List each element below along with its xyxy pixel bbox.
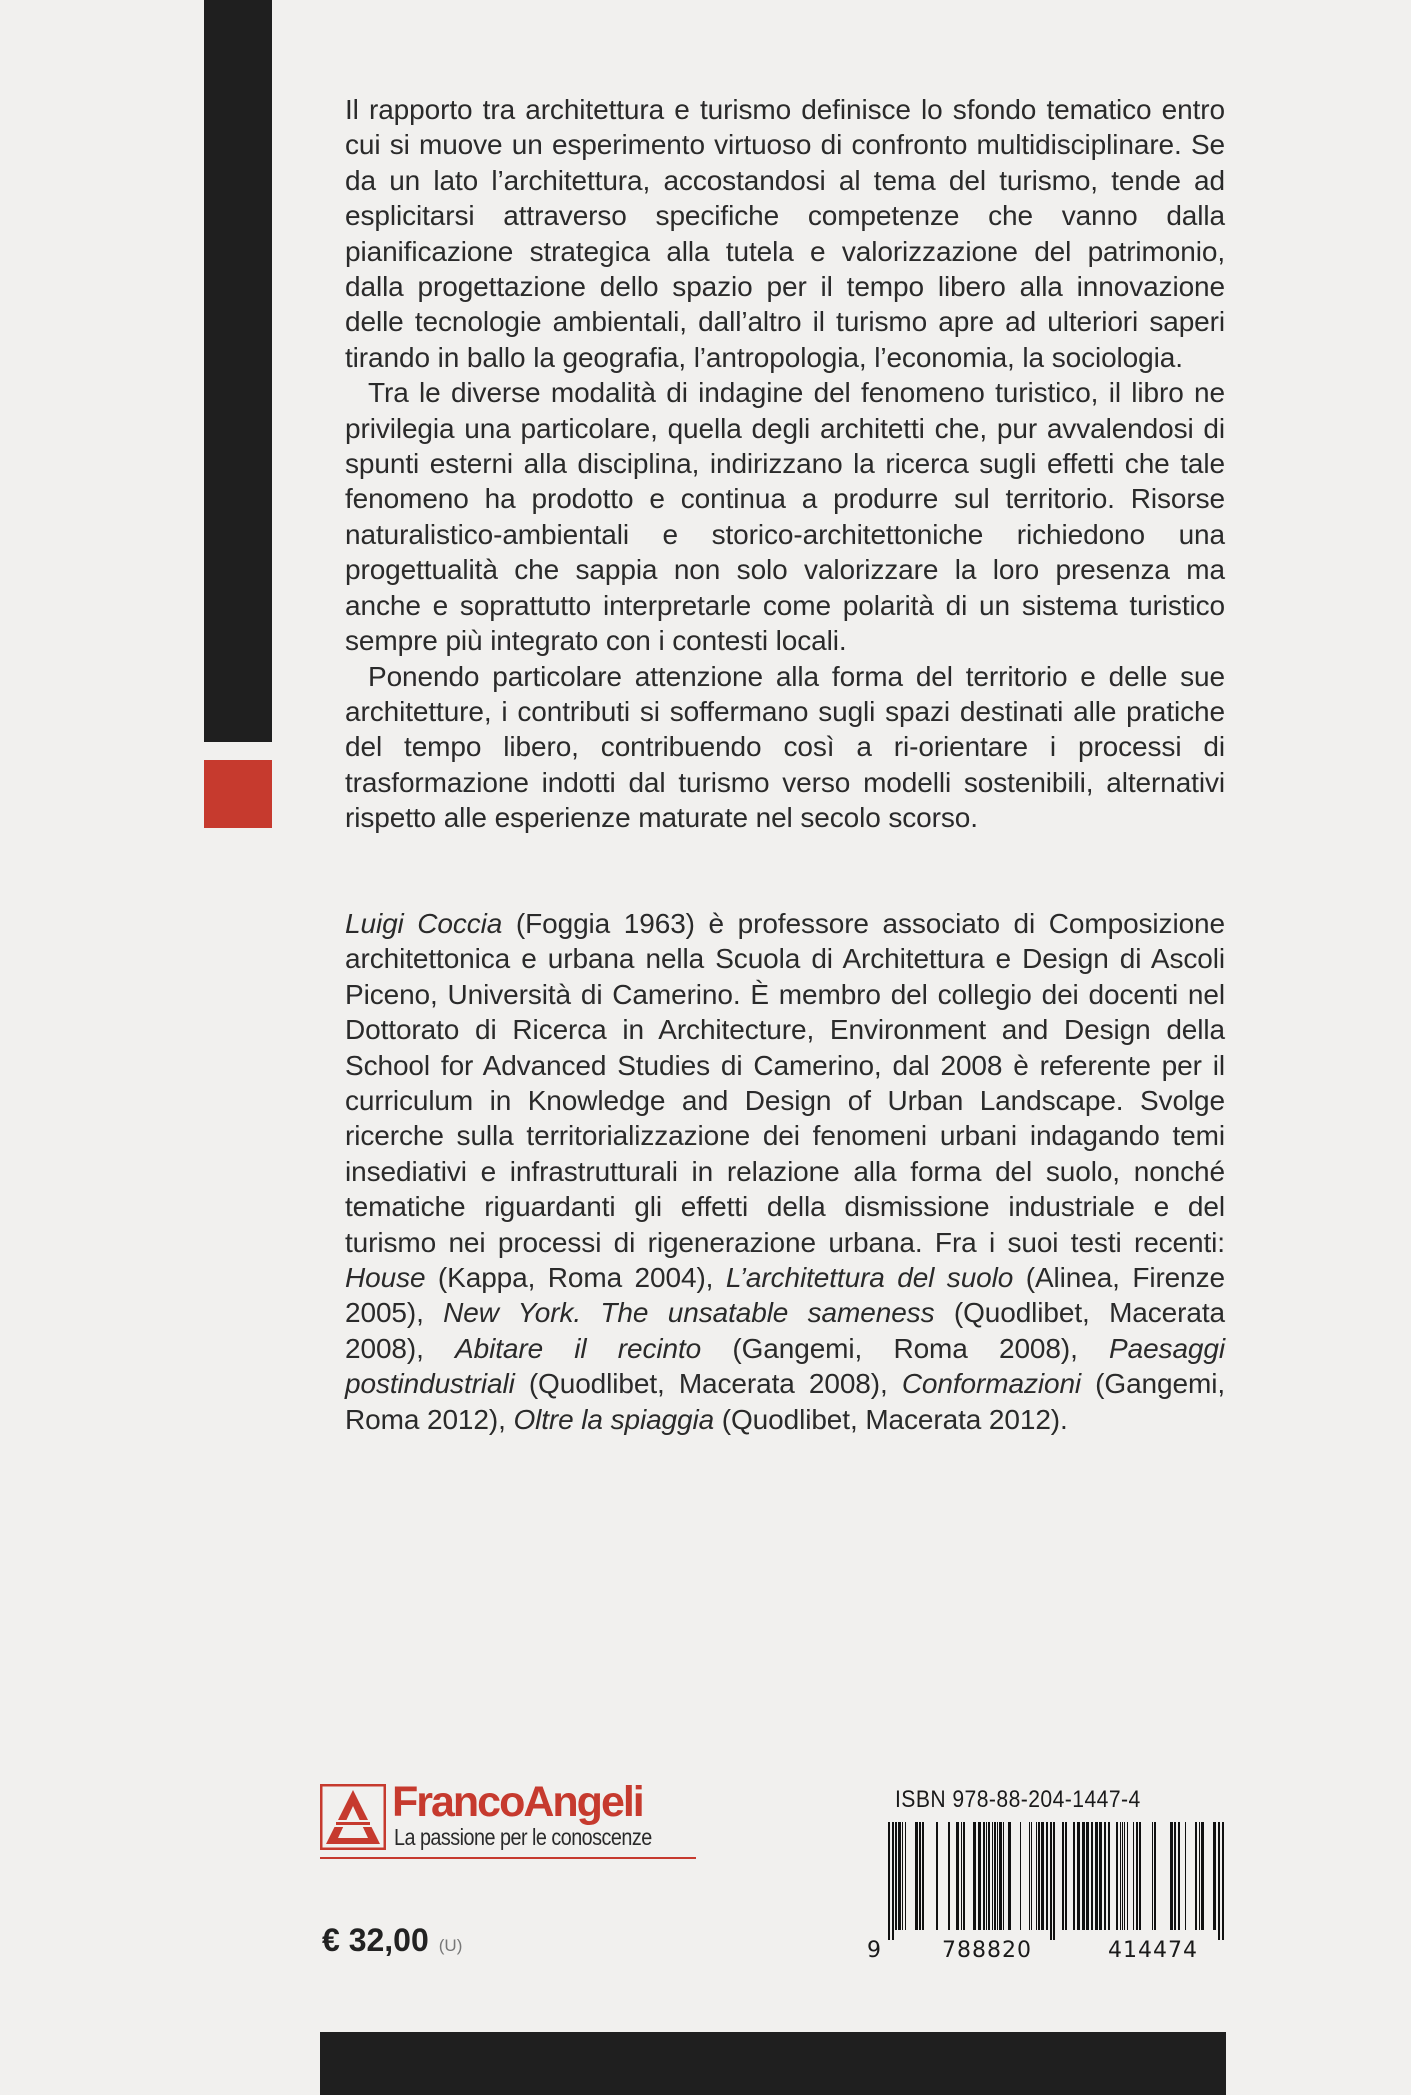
barcode-bar [1041,1822,1044,1930]
barcode-bar [1199,1822,1200,1930]
barcode-first-digit: 9 [867,1938,882,1963]
barcode-bar [1185,1822,1186,1930]
author-name: Luigi Coccia [345,908,503,939]
barcode-bar [888,1822,890,1940]
barcode-bar [1124,1822,1125,1930]
work-title: Paesaggi postindustriali [345,1332,1225,1400]
barcode-bar [973,1822,976,1930]
barcode-bar [1133,1822,1134,1930]
decorative-bottom-bar [320,2032,1226,2095]
barcode-bar [983,1822,985,1930]
decorative-black-bar [204,0,272,742]
barcode-bar [994,1822,996,1930]
barcode-bar [963,1822,965,1930]
author-bio-text: (Foggia 1963) è professore associato di Composizione architettonica e urbana nella Scuola di Architettura e Design di Ascoli Piceno, Università di Camerino. È membro del collegio dei docenti nel Dottorato di Ricerca in Architecture, Environment and Design della School for Advanced Studies di Camerino, dal 2008 è referente per il curriculum in Knowledge and Design of Urban Landscape. Svolge ricerche sulla territorializzazione dei fenomeni urbani indagando temi insediativi e infrastrutturali in relazione alla forma del suolo, nonché tematiche riguardanti gli effetti della dismissione industriale e del turismo nei processi di rigenerazione urbana. Fra i suoi testi recenti: [345,908,1225,1258]
book-description [345,92,1225,836]
author-bio [345,906,1225,1437]
work-detail: (Gangemi, Roma 2008), [701,1332,1110,1364]
barcode-bar [948,1822,950,1930]
barcode-bar [905,1822,906,1930]
barcode-bar [1120,1822,1121,1930]
barcode-bar [997,1822,998,1930]
work-title: Oltre la spiaggia [513,1403,715,1435]
work-detail: (Quodlibet, Macerata 2012). [714,1403,1068,1435]
barcode-bar [961,1822,962,1930]
price [322,1922,462,1959]
work-title: Abitare il recinto [455,1332,702,1364]
barcode-bar [1201,1822,1204,1930]
barcode-bar [1222,1822,1224,1940]
barcode-bar [1136,1822,1138,1930]
barcode-bar [1116,1822,1118,1930]
barcode-bar [1008,1822,1011,1930]
barcode-bar [1095,1822,1098,1930]
barcode-bar [892,1822,894,1940]
barcode-bar [1077,1822,1080,1930]
work-detail: (Quodlibet, Macerata 2008), [514,1368,902,1400]
barcode-bar [922,1822,924,1930]
barcode-bar [1029,1822,1030,1930]
barcode-bar [898,1822,901,1930]
work-title: Conformazioni [901,1368,1082,1400]
barcode-bar [1053,1822,1055,1940]
barcode-bar [1218,1822,1220,1940]
isbn-barcode [888,1822,1228,1942]
logo-underline [320,1857,696,1859]
publisher-logo-icon [320,1784,386,1850]
barcode-bar [1091,1822,1093,1930]
barcode-bar [986,1822,987,1930]
publisher-tagline: La passione per le conoscenze [394,1824,652,1850]
barcode-bar [956,1822,959,1930]
work-title: House [345,1262,426,1294]
barcode-bar [1108,1822,1110,1930]
barcode-bar [1104,1822,1106,1930]
decorative-red-square [204,760,272,828]
barcode-bar [1086,1822,1089,1930]
barcode-bar [1213,1822,1216,1930]
publisher-logo [320,1778,696,1860]
barcode-bar [895,1822,897,1930]
barcode-bar [1065,1822,1067,1930]
barcode-bar [1139,1822,1141,1930]
isbn-label: ISBN 978-88-204-1447-4 [895,1786,1141,1813]
barcode-bar [1195,1822,1197,1930]
barcode-right-digits: 414474 [1108,1938,1198,1963]
barcode-bar [978,1822,981,1930]
barcode-bar [1031,1822,1032,1930]
barcode-bar [1127,1822,1128,1930]
barcode-bar [1154,1822,1156,1930]
barcode-bar [1036,1822,1037,1930]
work-detail: (Quodlibet, Macerata 2008), [345,1297,1225,1364]
publisher-name: FrancoAngeli [392,1778,643,1826]
barcode-bar [936,1822,938,1930]
barcode-bar [1003,1822,1004,1930]
barcode-bar [1099,1822,1102,1930]
barcode-bar [1122,1822,1123,1930]
barcode-bar [1046,1822,1048,1930]
barcode-bar [1073,1822,1075,1930]
barcode-bar [1082,1822,1085,1930]
barcode-bar [1020,1822,1021,1930]
description-paragraph-3: Ponendo particolare attenzione alla forma del territorio e delle sue architetture, i contributi si soffermano sugli spazi destinati alle pratiche del tempo libero, contribuendo così a ri-orientare i processi di trasformazione indotti dal turismo verso modelli sostenibili, alternativi rispetto alle esperienze maturate nel secolo scorso. [345,660,1225,834]
barcode-bar [1178,1822,1180,1930]
author-bio-paragraph [345,906,1225,1437]
barcode-bar [988,1822,990,1930]
barcode-bar [1170,1822,1173,1930]
work-detail: (Kappa, Roma 2004), [425,1262,726,1294]
barcode-bar [1050,1822,1052,1940]
work-title: L’architettura del suolo [725,1262,1014,1294]
work-detail: (Alinea, Firenze 2005), [345,1262,1226,1329]
price-code: (U) [438,1936,463,1955]
barcode-bar [1062,1822,1064,1930]
barcode-bar [1152,1822,1153,1930]
price-amount: € 32,00 [322,1922,429,1958]
work-title: New York. The unsatable sameness [443,1297,935,1329]
barcode-bar [992,1822,993,1930]
barcode-bar [1174,1822,1176,1930]
barcode-bar [919,1822,921,1930]
work-detail: (Gangemi, Roma 2012), [345,1368,1225,1435]
barcode-bar [915,1822,918,1930]
barcode-bar [1038,1822,1040,1930]
barcode-bar [902,1822,903,1930]
description-paragraph-2: Tra le diverse modalità di indagine del fenomeno turistico, il libro ne privilegia una particolare, quella degli architetti che, pur avvalendosi di spunti esterni alla disciplina, indirizzano la ricerca sugli effetti che tale fenomeno ha prodotto e continua a produrre sul territorio. Risorse naturalistico-ambientali e storico-architettoniche richiedono una progettualità che sappia non solo valorizzare la loro presenza ma anche e soprattutto interpretarle come polarità di un sistema turistico sempre più integrato con i contesti locali. [345,377,1225,657]
barcode-left-digits: 788820 [942,1938,1032,1963]
barcode-bar [999,1822,1002,1930]
description-paragraph-1: Il rapporto tra architettura e turismo definisce lo sfondo tematico entro cui si muove un esperimento virtuoso di confronto multidisciplinare. Se da un lato l’architettura, accostandosi al tema del turismo, tende ad esplicitarsi attraverso specifiche competenze che vanno dalla pianificazione strategica alla tutela e valorizzazione del patrimonio, dalla progettazione dello spazio per il tempo libero alla innovazione delle tecnologie ambientali, dall’altro il turismo apre ad ulteriori saperi tirando in ballo la geografia, l’antropologia, l’economia, la sociologia. [345,94,1225,373]
